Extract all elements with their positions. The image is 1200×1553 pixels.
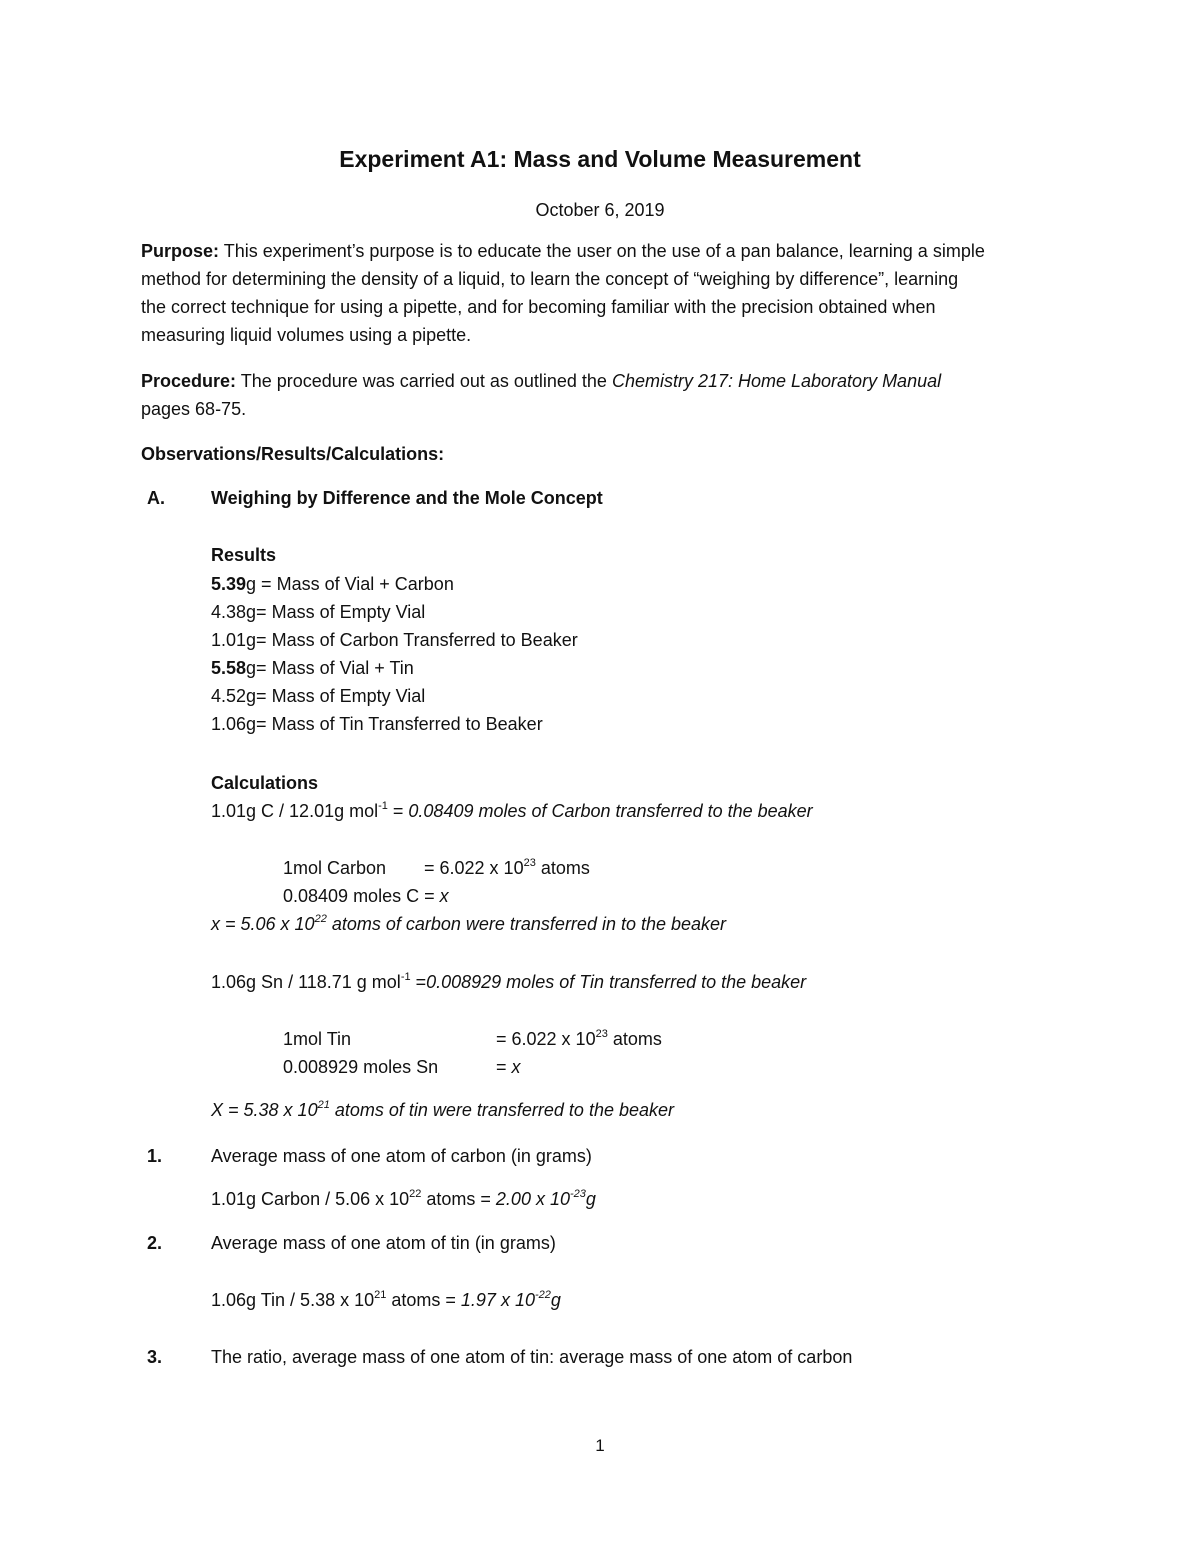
purpose-line: measuring liquid volumes using a pipette. [141, 325, 472, 345]
results-heading: Results [211, 545, 277, 565]
section-a-marker: A. [147, 488, 165, 508]
result-line: 4.52g= Mass of Empty Vial [211, 686, 426, 706]
result-line: 4.38g= Mass of Empty Vial [211, 602, 426, 622]
result-line: 1.06g= Mass of Tin Transferred to Beaker [211, 714, 543, 734]
question-2-marker: 2. [147, 1233, 163, 1253]
result-line: 5.39g = Mass of Vial + Carbon [211, 574, 454, 594]
tin-atoms-result: X = 5.38 x $10^{21}$ atoms of tin were transferred to the beaker [211, 1099, 674, 1120]
page-title: Experiment A1: Mass and Volume Measurement [339, 146, 861, 172]
result-line: 1.01g= Mass of Carbon Transferred to Beaker [211, 630, 578, 650]
carbon-mol-label: 1mol Carbon [283, 858, 387, 878]
question-1-text: Average mass of one atom of carbon (in grams) [211, 1146, 592, 1166]
tin-mol-label: 1mol Tin [283, 1029, 352, 1049]
procedure-paragraph [141, 367, 1061, 423]
tin-moles-value: = x [496, 1057, 521, 1077]
carbon-mol-value: = 6.022 x $10^{23}$ atoms [424, 857, 590, 878]
question-1-marker: 1. [147, 1146, 163, 1166]
observations-heading: Observations/Results/Calculations: [141, 444, 445, 464]
carbon-atoms-result: x = 5.06 x $10^{22}$ atoms of carbon were transferred in to the beaker [211, 913, 727, 934]
calc-carbon-moles: 1.01g C / 12.01g mol$^{-1}$ = 0.08409 moles of Carbon transferred to the beaker [211, 800, 813, 821]
calc-tin-moles: 1.06g Sn / 118.71 g mol$^{-1}$ =0.008929 moles of Tin transferred to the beaker [211, 971, 807, 992]
carbon-moles-line: 0.08409 moles C = x [283, 886, 449, 906]
section-a-heading: Weighing by Difference and the Mole Concept [211, 488, 603, 508]
purpose-line: Purpose: This experiment’s purpose is to educate the user on the use of a pan balance, learning a simple [141, 241, 985, 261]
question-2-answer: 1.06g Tin / 5.38 x $10^{21}$ atoms = 1.97 x $10^{-22}g$ [211, 1289, 561, 1310]
procedure-line: Procedure: The procedure was carried out as outlined the Chemistry 217: Home Laboratory Manual [141, 371, 942, 391]
purpose-label: Purpose: [141, 241, 220, 261]
purpose-paragraph [141, 237, 1061, 349]
page-number: 1 [595, 1436, 605, 1455]
result-line: 5.58g= Mass of Vial + Tin [211, 658, 414, 678]
manual-title: Chemistry 217: Home Laboratory Manual [611, 371, 942, 391]
question-3-text: The ratio, average mass of one atom of tin: average mass of one atom of carbon [211, 1347, 853, 1367]
document-date: October 6, 2019 [535, 200, 665, 220]
tin-mol-value: = 6.022 x $10^{23}$ atoms [496, 1028, 662, 1049]
purpose-line: method for determining the density of a liquid, to learn the concept of “weighing by difference”, learning [141, 269, 959, 289]
calculations-heading: Calculations [211, 773, 319, 793]
results-list [211, 570, 578, 738]
procedure-label: Procedure: [141, 371, 237, 391]
procedure-pages: pages 68-75. [141, 399, 247, 419]
tin-moles-label: 0.008929 moles Sn [283, 1057, 439, 1077]
question-2-text: Average mass of one atom of tin (in grams) [211, 1233, 556, 1253]
question-3-marker: 3. [147, 1347, 163, 1367]
purpose-line: the correct technique for using a pipette, and for becoming familiar with the precision obtained when [141, 297, 936, 317]
question-1-answer: 1.01g Carbon / 5.06 x $10^{22}$ atoms = 2.00 x $10^{-23}g$ [211, 1188, 596, 1209]
